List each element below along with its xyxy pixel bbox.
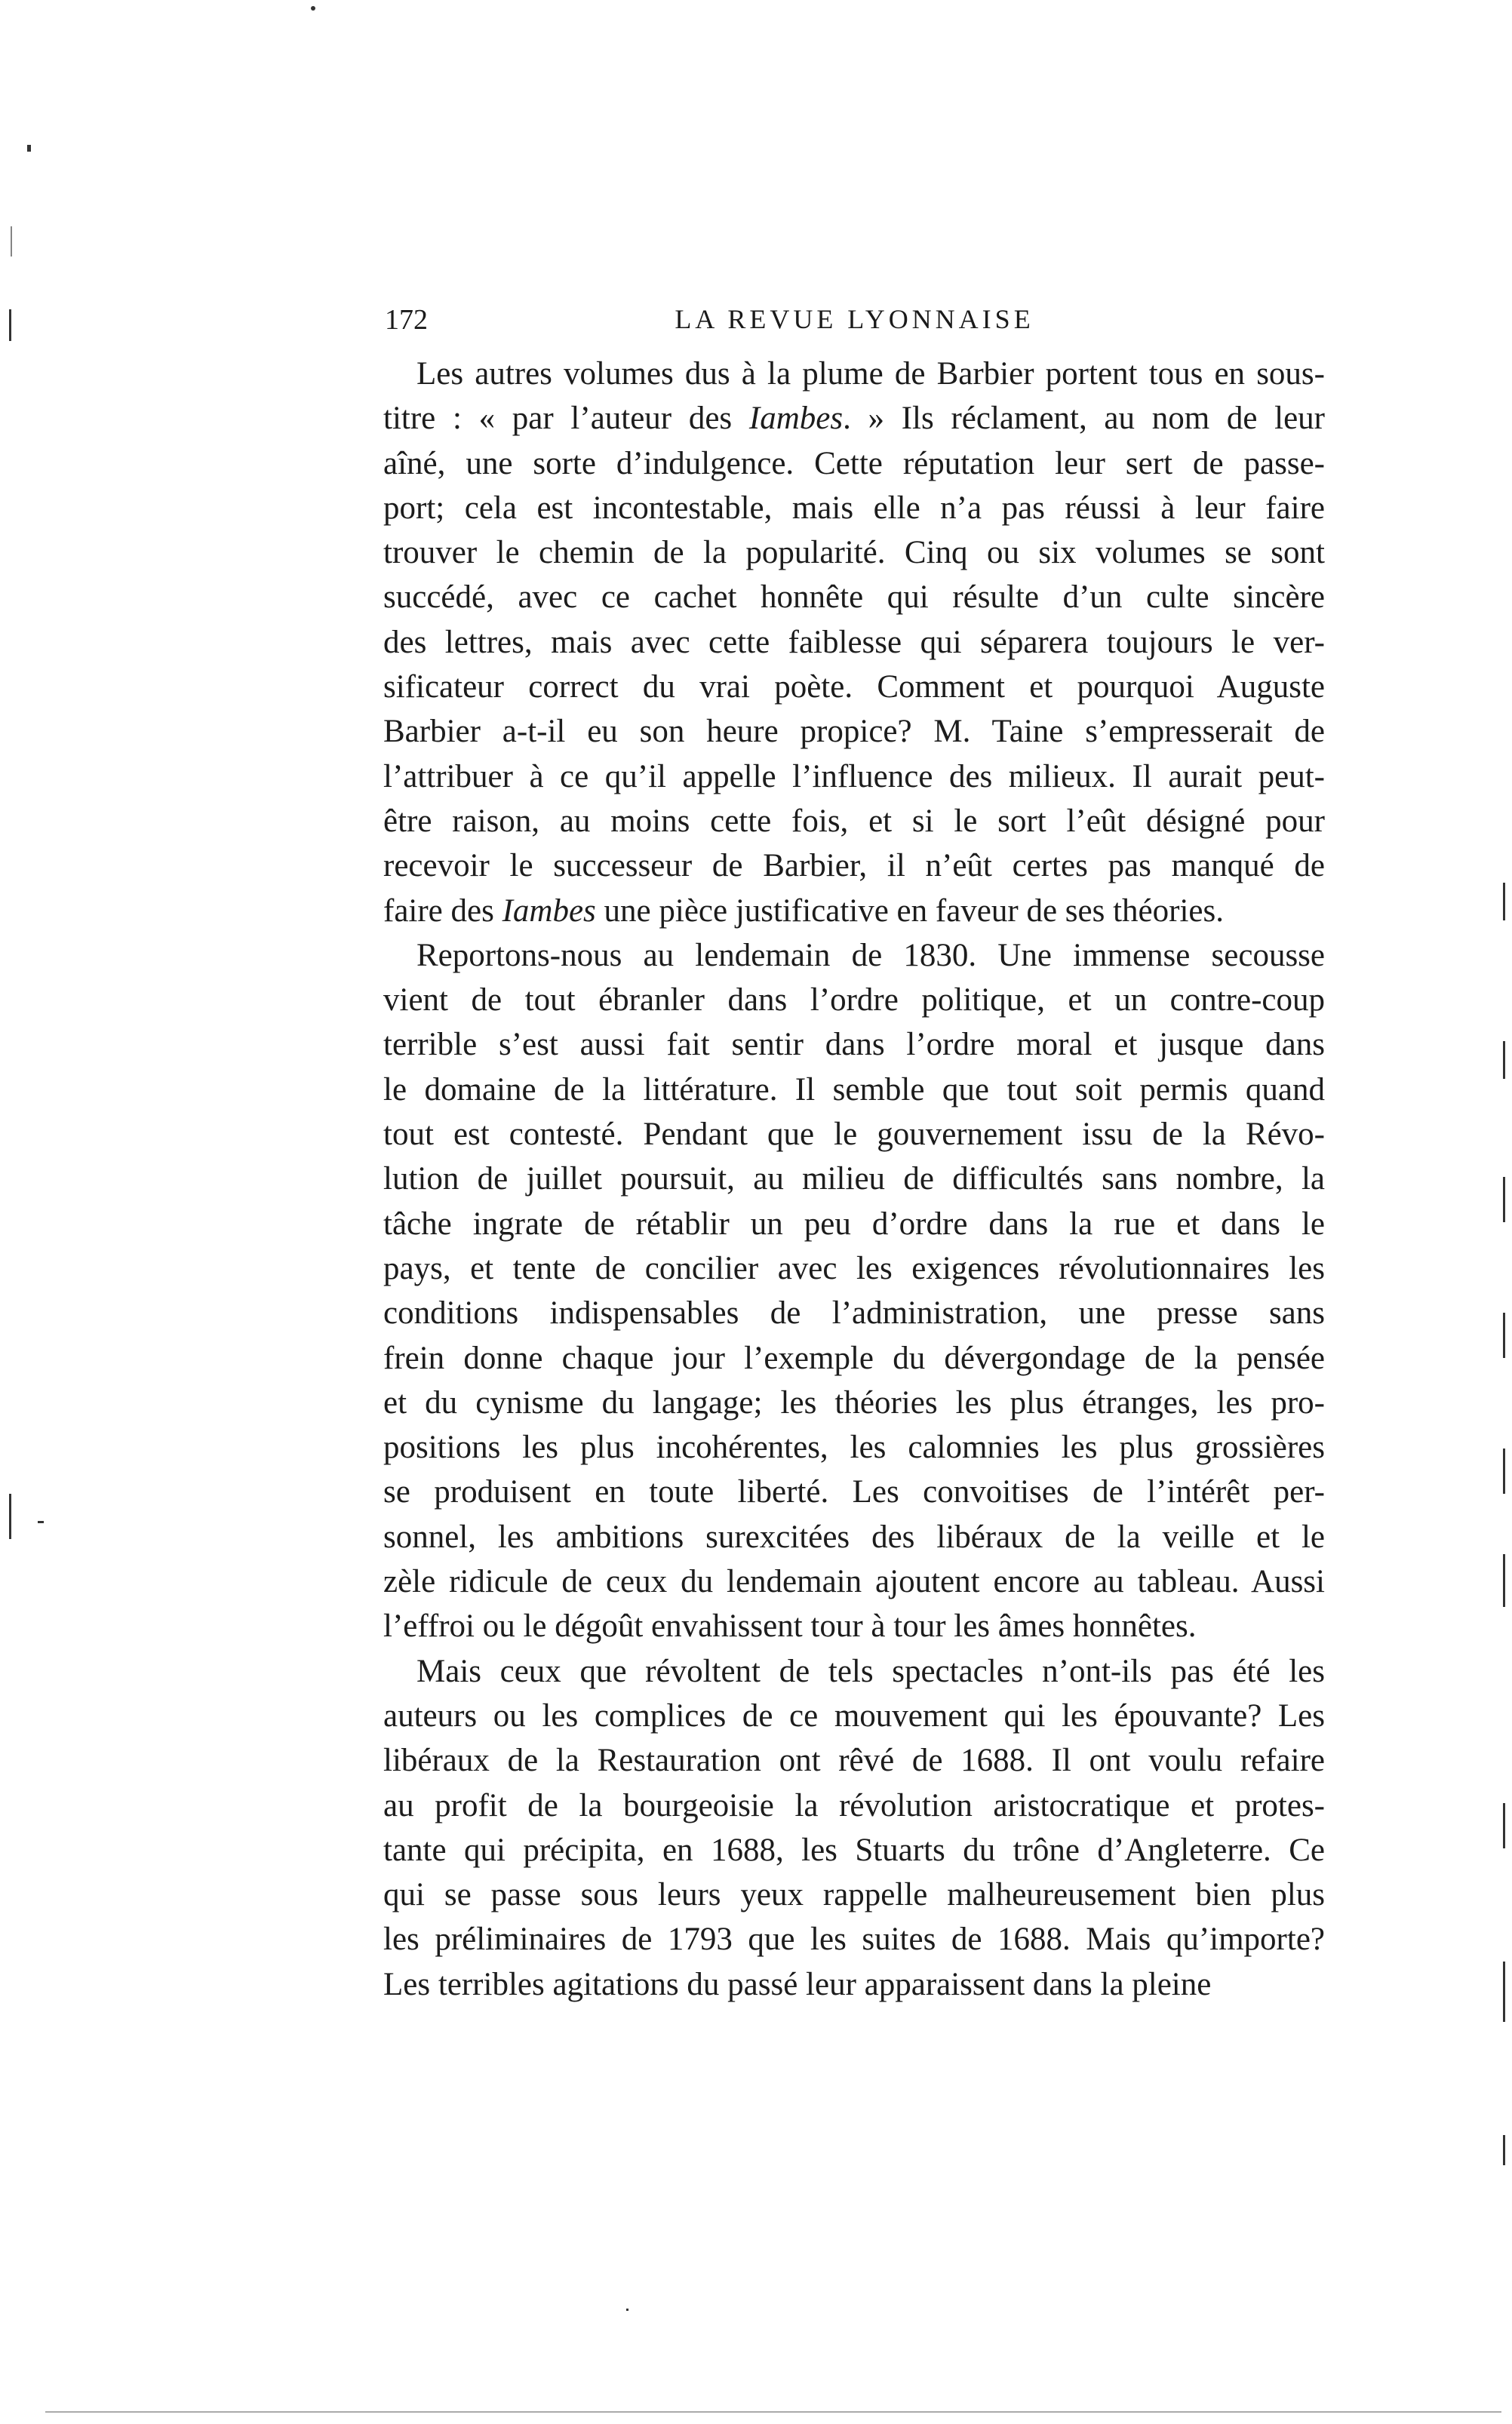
scan-speck <box>27 145 31 152</box>
running-title: LA REVUE LYONNAISE <box>675 304 1034 334</box>
text-line: frein donne chaque jour l’exemple du dévergondage de la pensée <box>383 1340 1325 1376</box>
text-line: tout est contesté. Pendant que le gouvernement issu de la Révo- <box>383 1117 1325 1153</box>
text-line: tante qui précipita, en 1688, les Stuarts du trône d’Angleterre. Ce <box>383 1832 1325 1868</box>
scan-speck <box>11 226 12 257</box>
text-line: succédé, avec ce cachet honnête qui résulte d’un culte sincère <box>383 579 1325 616</box>
scan-speck <box>9 1494 11 1539</box>
text-line: sonnel, les ambitions surexcitées des libéraux de la veille et le <box>383 1519 1325 1555</box>
text-line: trouver le chemin de la popularité. Cinq ou six volumes se sont <box>383 535 1325 571</box>
text-line: titre : « par l’auteur des Iambes. » Ils réclament, au nom de leur <box>383 401 1325 437</box>
body-text <box>383 352 1325 2007</box>
text-line: Mais ceux que révoltent de tels spectacles n’ont-ils pas été les <box>416 1653 1325 1689</box>
text-line: qui se passe sous leurs yeux rappelle malheureusement bien plus <box>383 1877 1325 1913</box>
scan-speck <box>1503 1803 1505 1848</box>
page-header <box>385 303 1324 346</box>
scan-speck <box>1503 1313 1505 1358</box>
scan-speck <box>1503 2135 1505 2165</box>
text-line: libéraux de la Restauration ont rêvé de 1688. Il ont voulu refaire <box>383 1743 1325 1779</box>
scan-speck <box>9 309 11 341</box>
text-line: aîné, une sorte d’indulgence. Cette réputation leur sert de passe- <box>383 445 1325 481</box>
text-line: tâche ingrate de rétablir un peu d’ordre dans la rue et dans le <box>383 1206 1325 1242</box>
text-line: sificateur correct du vrai poète. Comment et pourquoi Auguste <box>383 669 1325 705</box>
scan-edge-line <box>45 2411 1501 2413</box>
text-line: recevoir le successeur de Barbier, il n’eût certes pas manqué de <box>383 848 1325 884</box>
text-line: des lettres, mais avec cette faiblesse qui séparera toujours le ver- <box>383 624 1325 660</box>
text-line: Les terribles agitations du passé leur apparaissent dans la pleine <box>383 1966 1212 2002</box>
text-line: se produisent en toute liberté. Les convoitises de l’intérêt per- <box>383 1474 1325 1510</box>
scan-speck <box>1503 1962 1505 2022</box>
text-line: Reportons-nous au lendemain de 1830. Une immense secousse <box>416 937 1325 973</box>
text-line: lution de juillet poursuit, au milieu de difficultés sans nombre, la <box>383 1161 1325 1197</box>
text-line: Barbier a-t-il eu son heure propice? M. Taine s’empresserait de <box>383 714 1325 750</box>
text-line: être raison, au moins cette fois, et si le sort l’eût désigné pour <box>383 803 1325 839</box>
text-line: l’effroi ou le dégoût envahissent tour à tour les âmes honnêtes. <box>383 1608 1197 1645</box>
scan-speck <box>1503 1449 1505 1494</box>
text-line: zèle ridicule de ceux du lendemain ajoutent encore au tableau. Aussi <box>383 1564 1325 1600</box>
text-line: positions les plus incohérentes, les calomnies les plus grossières <box>383 1430 1325 1466</box>
scan-speck <box>1503 1177 1505 1222</box>
scan-speck <box>1503 883 1505 920</box>
text-line: vient de tout ébranler dans l’ordre politique, et un contre-coup <box>383 982 1325 1018</box>
text-line: faire des Iambes une pièce justificative en faveur de ses théories. <box>383 892 1224 929</box>
text-line: et du cynisme du langage; les théories les plus étranges, les pro- <box>383 1384 1325 1421</box>
text-line: au profit de la bourgeoisie la révolution aristocratique et protes- <box>383 1787 1325 1823</box>
scan-speck <box>38 1521 44 1523</box>
text-line: pays, et tente de concilier avec les exigences révolutionnaires les <box>383 1250 1325 1286</box>
text-line: terrible s’est aussi fait sentir dans l’ordre moral et jusque dans <box>383 1027 1325 1063</box>
text-line: l’attribuer à ce qu’il appelle l’influence des milieux. Il aurait peut- <box>383 758 1325 794</box>
scan-speck <box>1503 1041 1505 1079</box>
text-line: les préliminaires de 1793 que les suites de 1688. Mais qu’importe? <box>383 1922 1325 1958</box>
text-line: conditions indispensables de l’administration, une presse sans <box>383 1295 1325 1332</box>
text-line: le domaine de la littérature. Il semble que tout soit permis quand <box>383 1071 1325 1108</box>
text-line: Les autres volumes dus à la plume de Barbier portent tous en sous- <box>416 356 1325 392</box>
scan-speck <box>626 2309 628 2311</box>
text-line: auteurs ou les complices de ce mouvement qui les épouvante? Les <box>383 1697 1325 1734</box>
scan-speck <box>1503 1554 1505 1607</box>
page-number: 172 <box>385 304 428 336</box>
text-line: port; cela est incontestable, mais elle n’a pas réussi à leur faire <box>383 490 1325 526</box>
scan-speck <box>311 6 315 11</box>
